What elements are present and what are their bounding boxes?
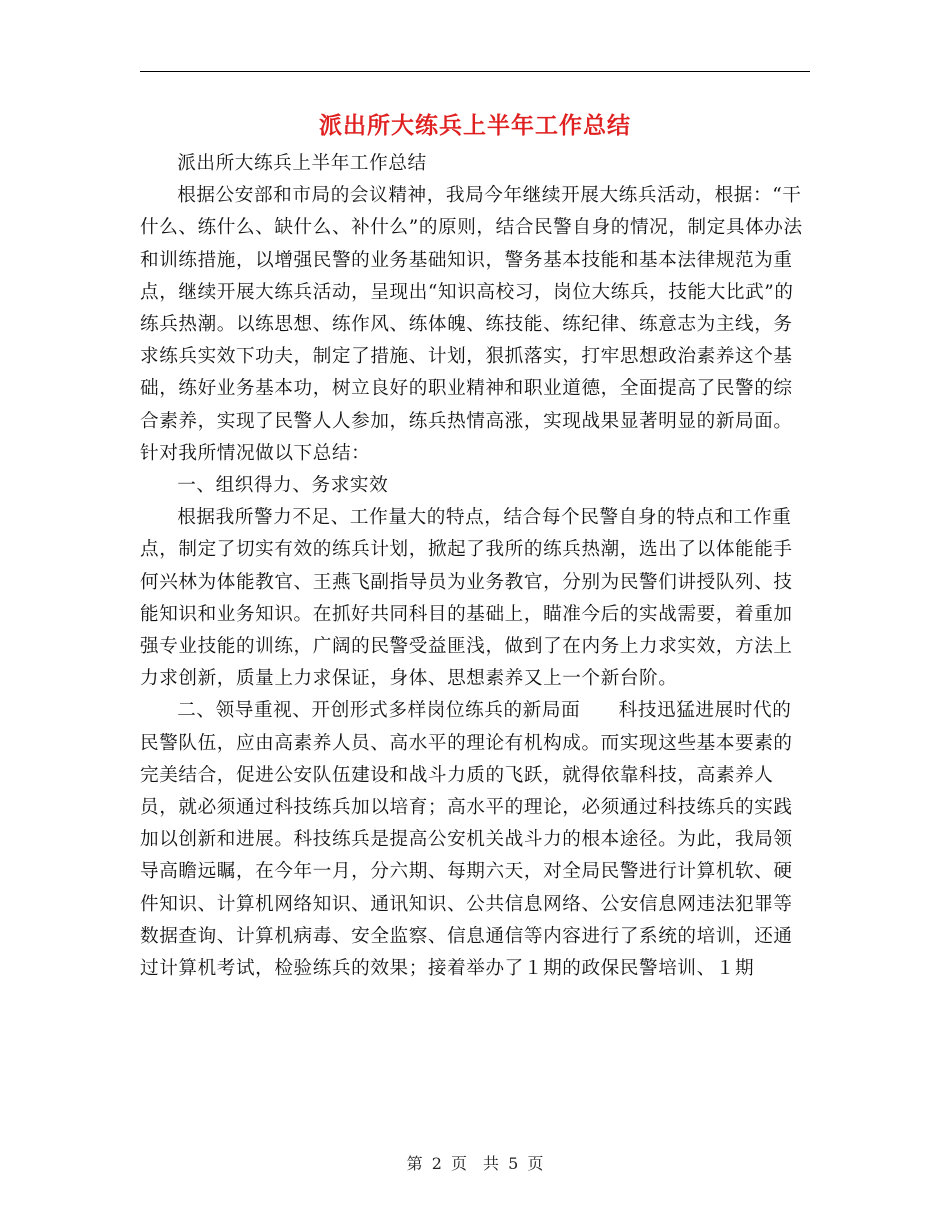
section-heading: 一、组织得力、务求实效 xyxy=(177,475,389,497)
document-body xyxy=(140,148,804,985)
document-title: 派出所大练兵上半年工作总结 xyxy=(319,112,631,139)
body-paragraph: 二、领导重视、开创形式多样岗位练兵的新局面 科技迅猛进展时代的民警队伍，应由高素养人员、高水平的理论有机构成。而实现这些基本要素的完美结合，促进公安队伍建设和战斗力质的飞跃，就得依靠科技，高素养人员，就必须通过科技练兵加以培育；高水平的理论，必须通过科技练兵的实践加以创新和进展。科技练兵是提高公安机关战斗力的根本途径。为此，我局领导高瞻远瞩，在今年一月，分六期、每期六天，对全局民警进行计算机软、硬件知识、计算机网络知识、通讯知识、公共信息网络、公安信息网违法犯罪等数据查询、计算机病毒、安全监察、信息通信等内容进行了系统的培训，还通过计算机考试，检验练兵的效果；接着举办了１期的政保民警培训、１期 xyxy=(140,700,793,980)
body-paragraph: 根据公安部和市局的会议精神，我局今年继续开展大练兵活动，根据：“干什么、练什么、缺什么、补什么”的原则，结合民警自身的情况，制定具体办法和训练措施，以增强民警的业务基础知识，警务基本技能和基本法律规范为重点，继续开展大练兵活动，呈现出“知识高校习，岗位大练兵，技能大比武”的练兵热潮。以练思想、练作风、练体魄、练技能、练纪律、练意志为主线，务求练兵实效下功夫，制定了措施、计划，狠抓落实，打牢思想政治素养这个基础，练好业务基本功，树立良好的职业精神和职业道德，全面提高了民警的综合素养，实现了民警人人参加，练兵热情高涨，实现战果显著明显的新局面。针对我所情况做以下总结： xyxy=(140,185,803,464)
body-paragraph: 根据我所警力不足、工作量大的特点，结合每个民警自身的特点和工作重点，制定了切实有效的练兵计划，掀起了我所的练兵热潮，选出了以体能能手何兴林为体能教官、王燕飞副指导员为业务教官，分别为民警们讲授队列、技能知识和业务知识。在抓好共同科目的基础上，瞄准今后的实战需要，着重加强专业技能的训练，广阔的民警受益匪浅，做到了在内务上力求实效，方法上力求创新，质量上力求保证，身体、思想素养又上一个新台阶。 xyxy=(140,507,793,690)
total-page-count: 5 xyxy=(508,1154,519,1173)
header-rule xyxy=(140,71,810,72)
page-footer xyxy=(0,1152,950,1176)
current-page-number: 2 xyxy=(431,1154,442,1173)
footer-suffix: 页 xyxy=(527,1154,544,1173)
footer-middle: 页 共 xyxy=(450,1154,499,1173)
body-paragraph: 派出所大练兵上半年工作总结 xyxy=(177,153,427,174)
footer-prefix: 第 xyxy=(406,1154,423,1173)
